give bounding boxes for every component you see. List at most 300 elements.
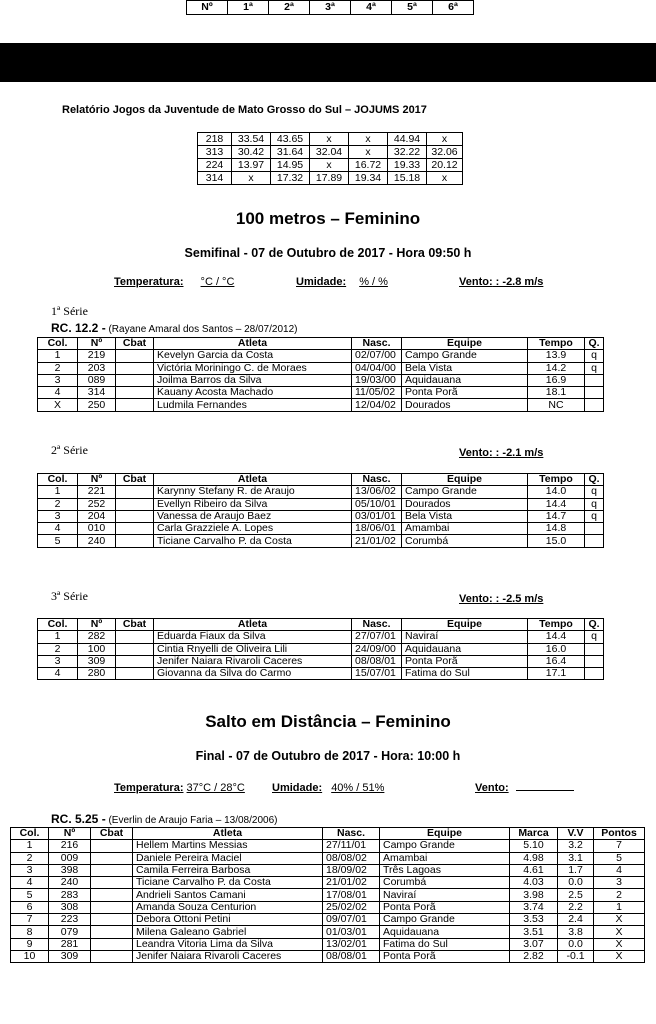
header-cell: 6ª <box>433 1 474 15</box>
result-cell: 250 <box>78 399 116 411</box>
column-header: Cbat <box>116 338 154 350</box>
result-cell: 0.0 <box>558 938 594 950</box>
column-header: Cbat <box>116 474 154 486</box>
wind-label: Vento: <box>459 593 493 605</box>
humidity-value: % / % <box>359 276 388 288</box>
result-cell: 05/10/01 <box>352 498 402 510</box>
column-header: Atleta <box>133 828 323 840</box>
result-cell: 10 <box>11 950 49 962</box>
result-cell: 219 <box>78 350 116 362</box>
result-row <box>38 399 604 411</box>
result-cell: NC <box>528 399 585 411</box>
attempts-cell: 15.18 <box>388 172 427 185</box>
attempts-cell: 32.22 <box>388 146 427 159</box>
attempts-cell: 313 <box>198 146 232 159</box>
result-cell: 03/01/01 <box>352 510 402 522</box>
result-cell: Dourados <box>402 498 528 510</box>
result-cell: 2 <box>38 643 78 655</box>
attempts-row <box>198 133 463 146</box>
result-cell: Joilma Barros da Silva <box>154 374 352 386</box>
result-cell: 203 <box>78 362 116 374</box>
result-cell <box>116 631 154 643</box>
result-cell: 02/07/00 <box>352 350 402 362</box>
event1-humidity <box>296 276 399 288</box>
column-header: Tempo <box>528 619 585 631</box>
column-header: Nasc. <box>352 474 402 486</box>
result-cell: 2 <box>38 498 78 510</box>
result-cell <box>91 901 133 913</box>
result-cell <box>116 498 154 510</box>
result-cell: 24/09/00 <box>352 643 402 655</box>
attempts-cell: x <box>232 172 271 185</box>
temperature-label: Temperatura: <box>114 782 184 794</box>
result-cell: 08/08/01 <box>352 655 402 667</box>
attempts-cell: 20.12 <box>427 159 463 172</box>
attempts-cell: x <box>310 133 349 146</box>
result-row <box>38 362 604 374</box>
result-cell: 14.7 <box>528 510 585 522</box>
result-cell: q <box>585 486 604 498</box>
result-cell <box>116 655 154 667</box>
attempts-cell: 30.42 <box>232 146 271 159</box>
result-cell <box>116 350 154 362</box>
result-cell: 010 <box>78 523 116 535</box>
result-cell: 18.1 <box>528 387 585 399</box>
column-header: Nº <box>78 619 116 631</box>
event1-temperature <box>114 276 261 288</box>
result-row <box>38 498 604 510</box>
result-cell: Corumbá <box>380 877 510 889</box>
result-row <box>38 523 604 535</box>
attempts-cell: 31.64 <box>271 146 310 159</box>
result-cell: 3.74 <box>510 901 558 913</box>
result-cell: 3.51 <box>510 926 558 938</box>
result-cell: 5.10 <box>510 840 558 852</box>
attempts-table <box>197 132 463 185</box>
result-cell: Evellyn Ribeiro da Silva <box>154 498 352 510</box>
column-header: Equipe <box>402 338 528 350</box>
result-cell: Aquidauana <box>380 926 510 938</box>
result-cell: 08/08/02 <box>323 852 380 864</box>
result-cell <box>585 399 604 411</box>
result-cell: 4.61 <box>510 864 558 876</box>
result-cell: 2.2 <box>558 901 594 913</box>
result-cell: Campo Grande <box>380 914 510 926</box>
result-cell <box>116 399 154 411</box>
attempts-cell: x <box>349 146 388 159</box>
result-cell: 14.8 <box>528 523 585 535</box>
wind-label: Vento: <box>459 276 493 288</box>
result-cell: Ponta Porã <box>402 655 528 667</box>
result-row <box>38 374 604 386</box>
result-cell: Daniele Pereira Maciel <box>133 852 323 864</box>
header-cell: 5ª <box>392 1 433 15</box>
result-cell: 009 <box>49 852 91 864</box>
result-cell: 4 <box>11 877 49 889</box>
result-cell: Eduarda Fiaux da Silva <box>154 631 352 643</box>
result-cell <box>116 486 154 498</box>
result-cell <box>116 535 154 547</box>
event1-session: Semifinal - 07 de Outubro de 2017 - Hora 09:50 h <box>184 246 472 260</box>
serie1-results-table <box>37 337 604 412</box>
result-cell: 4 <box>38 523 78 535</box>
result-cell: 15/07/01 <box>352 668 402 680</box>
result-cell: 3 <box>594 877 645 889</box>
column-header: V.V <box>558 828 594 840</box>
result-cell: 15.0 <box>528 535 585 547</box>
result-cell: Amambai <box>380 852 510 864</box>
result-cell: Ponta Porã <box>402 387 528 399</box>
attempts-cell: 218 <box>198 133 232 146</box>
column-header: Cbat <box>116 619 154 631</box>
result-cell: Karynny Stefany R. de Araujo <box>154 486 352 498</box>
result-cell: 5 <box>594 852 645 864</box>
result-cell: 25/02/02 <box>323 901 380 913</box>
result-row <box>38 486 604 498</box>
result-cell <box>585 535 604 547</box>
attempts-cell: 32.06 <box>427 146 463 159</box>
event2-temperature <box>114 782 245 794</box>
result-cell: 14.4 <box>528 498 585 510</box>
result-row <box>11 889 645 901</box>
result-row <box>11 901 645 913</box>
result-cell <box>116 643 154 655</box>
result-cell: 7 <box>594 840 645 852</box>
result-cell: Carla Grazziele A. Lopes <box>154 523 352 535</box>
serie2-results-body <box>38 486 604 547</box>
result-cell: Ticiane Carvalho P. da Costa <box>133 877 323 889</box>
result-cell: Ticiane Carvalho P. da Costa <box>154 535 352 547</box>
result-cell: 0.0 <box>558 877 594 889</box>
attempts-cell: 224 <box>198 159 232 172</box>
result-cell: 221 <box>78 486 116 498</box>
result-cell <box>91 877 133 889</box>
attempts-cell: 17.89 <box>310 172 349 185</box>
result-cell: Leandra Vitoria Lima da Silva <box>133 938 323 950</box>
result-cell <box>116 668 154 680</box>
result-cell: X <box>38 399 78 411</box>
result-cell: 2.4 <box>558 914 594 926</box>
result-cell <box>585 374 604 386</box>
result-cell: 3.98 <box>510 889 558 901</box>
attempts-cell: 44.94 <box>388 133 427 146</box>
column-header: Nasc. <box>323 828 380 840</box>
result-row <box>11 914 645 926</box>
humidity-label: Umidade: <box>296 276 347 288</box>
result-cell: 18/06/01 <box>352 523 402 535</box>
result-cell: 079 <box>49 926 91 938</box>
result-cell: 12/04/02 <box>352 399 402 411</box>
result-cell: q <box>585 350 604 362</box>
result-cell: 3 <box>38 374 78 386</box>
serie1-label: 1ª Série <box>51 304 88 318</box>
column-header: Tempo <box>528 474 585 486</box>
result-cell: 3 <box>11 864 49 876</box>
result-cell: Cintia Rnyelli de Oliveira Lili <box>154 643 352 655</box>
result-row <box>11 877 645 889</box>
result-cell: 1.7 <box>558 864 594 876</box>
column-header: Equipe <box>402 474 528 486</box>
result-cell: 6 <box>11 901 49 913</box>
event2-humidity <box>272 782 384 794</box>
serie3-wind <box>459 593 543 605</box>
column-header: Nasc. <box>352 338 402 350</box>
result-cell: 13/02/01 <box>323 938 380 950</box>
result-cell: Hellem Martins Messias <box>133 840 323 852</box>
result-cell: 4 <box>38 387 78 399</box>
results-header-row <box>38 474 604 486</box>
result-cell: q <box>585 631 604 643</box>
result-cell: q <box>585 362 604 374</box>
result-cell: Debora Ottoni Petini <box>133 914 323 926</box>
column-header: Cbat <box>91 828 133 840</box>
result-cell: Ludmila Fernandes <box>154 399 352 411</box>
result-cell <box>91 840 133 852</box>
result-cell: Campo Grande <box>402 486 528 498</box>
event2-results-table <box>10 827 645 963</box>
result-row <box>38 655 604 667</box>
result-cell: -0.1 <box>558 950 594 962</box>
temperature-value: 37°C / 28°C <box>186 782 245 794</box>
result-cell: Dourados <box>402 399 528 411</box>
result-cell: Fatima do Sul <box>380 938 510 950</box>
result-cell: Corumbá <box>402 535 528 547</box>
results-header-row <box>11 828 645 840</box>
result-cell: 3.2 <box>558 840 594 852</box>
attempts-cell: x <box>310 159 349 172</box>
result-cell: 280 <box>78 668 116 680</box>
result-cell: Bela Vista <box>402 510 528 522</box>
result-row <box>38 387 604 399</box>
attempts-cell: 19.33 <box>388 159 427 172</box>
result-cell: Fatima do Sul <box>402 668 528 680</box>
result-cell <box>585 643 604 655</box>
record-label: RC. 12.2 - <box>51 321 106 335</box>
column-header: Col. <box>11 828 49 840</box>
attempts-cell: x <box>427 133 463 146</box>
result-cell: 04/04/00 <box>352 362 402 374</box>
attempts-table-body <box>198 133 463 185</box>
page-divider-bar <box>0 43 656 82</box>
header-cell: 4ª <box>351 1 392 15</box>
result-cell: Amanda Souza Centurion <box>133 901 323 913</box>
column-header: Equipe <box>380 828 510 840</box>
wind-value: : -2.1 m/s <box>492 447 544 459</box>
wind-blank-line <box>516 782 574 791</box>
result-cell: 21/01/02 <box>323 877 380 889</box>
result-cell: X <box>594 914 645 926</box>
result-cell: q <box>585 498 604 510</box>
result-cell: Naviraí <box>380 889 510 901</box>
result-cell <box>91 889 133 901</box>
column-header: Equipe <box>402 619 528 631</box>
humidity-value: 40% / 51% <box>331 782 385 794</box>
result-row <box>38 535 604 547</box>
result-cell: 314 <box>78 387 116 399</box>
result-cell: 309 <box>49 950 91 962</box>
result-cell: Amambai <box>402 523 528 535</box>
event2-session: Final - 07 de Outubro de 2017 - Hora: 10:00 h <box>195 749 461 763</box>
attempts-row <box>198 172 463 185</box>
result-cell: 2 <box>594 889 645 901</box>
attempts-cell: x <box>349 133 388 146</box>
result-cell: 283 <box>49 889 91 901</box>
result-cell: Kevelyn Garcia da Costa <box>154 350 352 362</box>
result-cell <box>116 374 154 386</box>
result-cell: Milena Galeano Gabriel <box>133 926 323 938</box>
result-cell: 16.0 <box>528 643 585 655</box>
attempts-header-table <box>186 0 474 15</box>
serie2-wind <box>459 447 543 459</box>
record-label: RC. 5.25 - <box>51 812 106 826</box>
result-cell: 5 <box>38 535 78 547</box>
header-cell: 2ª <box>269 1 310 15</box>
result-cell <box>585 523 604 535</box>
attempts-cell: 19.34 <box>349 172 388 185</box>
result-cell: 1 <box>11 840 49 852</box>
attempts-cell: 33.54 <box>232 133 271 146</box>
humidity-label: Umidade: <box>272 782 323 794</box>
result-cell <box>91 950 133 962</box>
result-cell: Aquidauana <box>402 643 528 655</box>
result-row <box>11 926 645 938</box>
serie3-results-body <box>38 631 604 680</box>
record-holder: (Rayane Amaral dos Santos – 28/07/2012) <box>108 324 298 335</box>
result-cell <box>91 926 133 938</box>
result-cell: 09/07/01 <box>323 914 380 926</box>
result-cell: 13/06/02 <box>352 486 402 498</box>
attempts-cell: 14.95 <box>271 159 310 172</box>
record-holder: (Everlin de Araujo Faria – 13/08/2006) <box>108 815 278 826</box>
header-cell: Nº <box>187 1 228 15</box>
result-row <box>11 938 645 950</box>
result-cell: 4 <box>38 668 78 680</box>
result-cell: 11/05/02 <box>352 387 402 399</box>
result-cell <box>585 387 604 399</box>
result-cell: Ponta Porã <box>380 950 510 962</box>
result-cell: 19/03/00 <box>352 374 402 386</box>
wind-label: Vento: <box>459 447 493 459</box>
result-cell: 308 <box>49 901 91 913</box>
result-cell: 08/08/01 <box>323 950 380 962</box>
header-cell: 1ª <box>228 1 269 15</box>
result-cell: 398 <box>49 864 91 876</box>
column-header: Col. <box>38 619 78 631</box>
result-cell: 282 <box>78 631 116 643</box>
result-cell: 14.2 <box>528 362 585 374</box>
column-header: Col. <box>38 338 78 350</box>
serie1-record <box>51 321 297 335</box>
result-cell: 8 <box>11 926 49 938</box>
result-cell: 204 <box>78 510 116 522</box>
result-cell: 01/03/01 <box>323 926 380 938</box>
result-cell <box>91 914 133 926</box>
header-cell: 3ª <box>310 1 351 15</box>
result-cell: 9 <box>11 938 49 950</box>
column-header: Q. <box>585 474 604 486</box>
result-cell: 2 <box>38 362 78 374</box>
result-cell: Jenifer Naiara Rivaroli Caceres <box>133 950 323 962</box>
serie1-results-body <box>38 350 604 411</box>
result-cell: 3.1 <box>558 852 594 864</box>
result-cell <box>116 523 154 535</box>
attempts-row <box>198 159 463 172</box>
result-cell: 2 <box>11 852 49 864</box>
result-cell: Victória Moriningo C. de Moraes <box>154 362 352 374</box>
result-row <box>11 950 645 962</box>
column-header: Q. <box>585 619 604 631</box>
result-cell: Ponta Porã <box>380 901 510 913</box>
serie3-results-table <box>37 618 604 680</box>
result-cell: Aquidauana <box>402 374 528 386</box>
result-cell: X <box>594 950 645 962</box>
result-row <box>38 350 604 362</box>
attempts-cell: 17.32 <box>271 172 310 185</box>
result-cell <box>116 510 154 522</box>
result-cell <box>585 655 604 667</box>
column-header: Tempo <box>528 338 585 350</box>
result-cell: 16.4 <box>528 655 585 667</box>
result-cell: Camila Ferreira Barbosa <box>133 864 323 876</box>
result-cell: 14.0 <box>528 486 585 498</box>
attempts-cell: 43.65 <box>271 133 310 146</box>
result-cell: 1 <box>38 631 78 643</box>
column-header: Nº <box>78 338 116 350</box>
result-cell: 216 <box>49 840 91 852</box>
result-cell: 2.5 <box>558 889 594 901</box>
attempts-cell: 32.04 <box>310 146 349 159</box>
result-cell: Vanessa de Araujo Baez <box>154 510 352 522</box>
result-cell: 3 <box>38 510 78 522</box>
serie3-label: 3ª Série <box>51 589 88 603</box>
result-cell: 27/11/01 <box>323 840 380 852</box>
attempts-header-row <box>187 1 474 15</box>
column-header: Q. <box>585 338 604 350</box>
result-cell <box>91 864 133 876</box>
result-cell <box>116 387 154 399</box>
event2-record <box>51 812 277 826</box>
result-cell: 3.07 <box>510 938 558 950</box>
result-cell: 240 <box>49 877 91 889</box>
result-cell <box>116 362 154 374</box>
result-cell: 4.98 <box>510 852 558 864</box>
event2-wind <box>475 782 574 794</box>
result-cell: Três Lagoas <box>380 864 510 876</box>
result-cell: 223 <box>49 914 91 926</box>
event1-wind <box>459 276 543 288</box>
column-header: Atleta <box>154 474 352 486</box>
wind-label: Vento: <box>475 782 509 794</box>
result-cell: 21/01/02 <box>352 535 402 547</box>
event1-title: 100 metros – Feminino <box>235 209 421 228</box>
result-cell: 1 <box>38 350 78 362</box>
result-cell <box>91 938 133 950</box>
result-row <box>38 668 604 680</box>
result-row <box>38 631 604 643</box>
result-cell: 3.53 <box>510 914 558 926</box>
serie2-label: 2ª Série <box>51 443 88 457</box>
result-cell: 3 <box>38 655 78 667</box>
result-cell: 5 <box>11 889 49 901</box>
result-cell: q <box>585 510 604 522</box>
column-header: Nº <box>78 474 116 486</box>
result-cell: 18/09/02 <box>323 864 380 876</box>
result-cell: X <box>594 938 645 950</box>
event2-title: Salto em Distância – Feminino <box>205 712 451 731</box>
result-cell: X <box>594 926 645 938</box>
result-cell: 100 <box>78 643 116 655</box>
result-cell: 17/08/01 <box>323 889 380 901</box>
